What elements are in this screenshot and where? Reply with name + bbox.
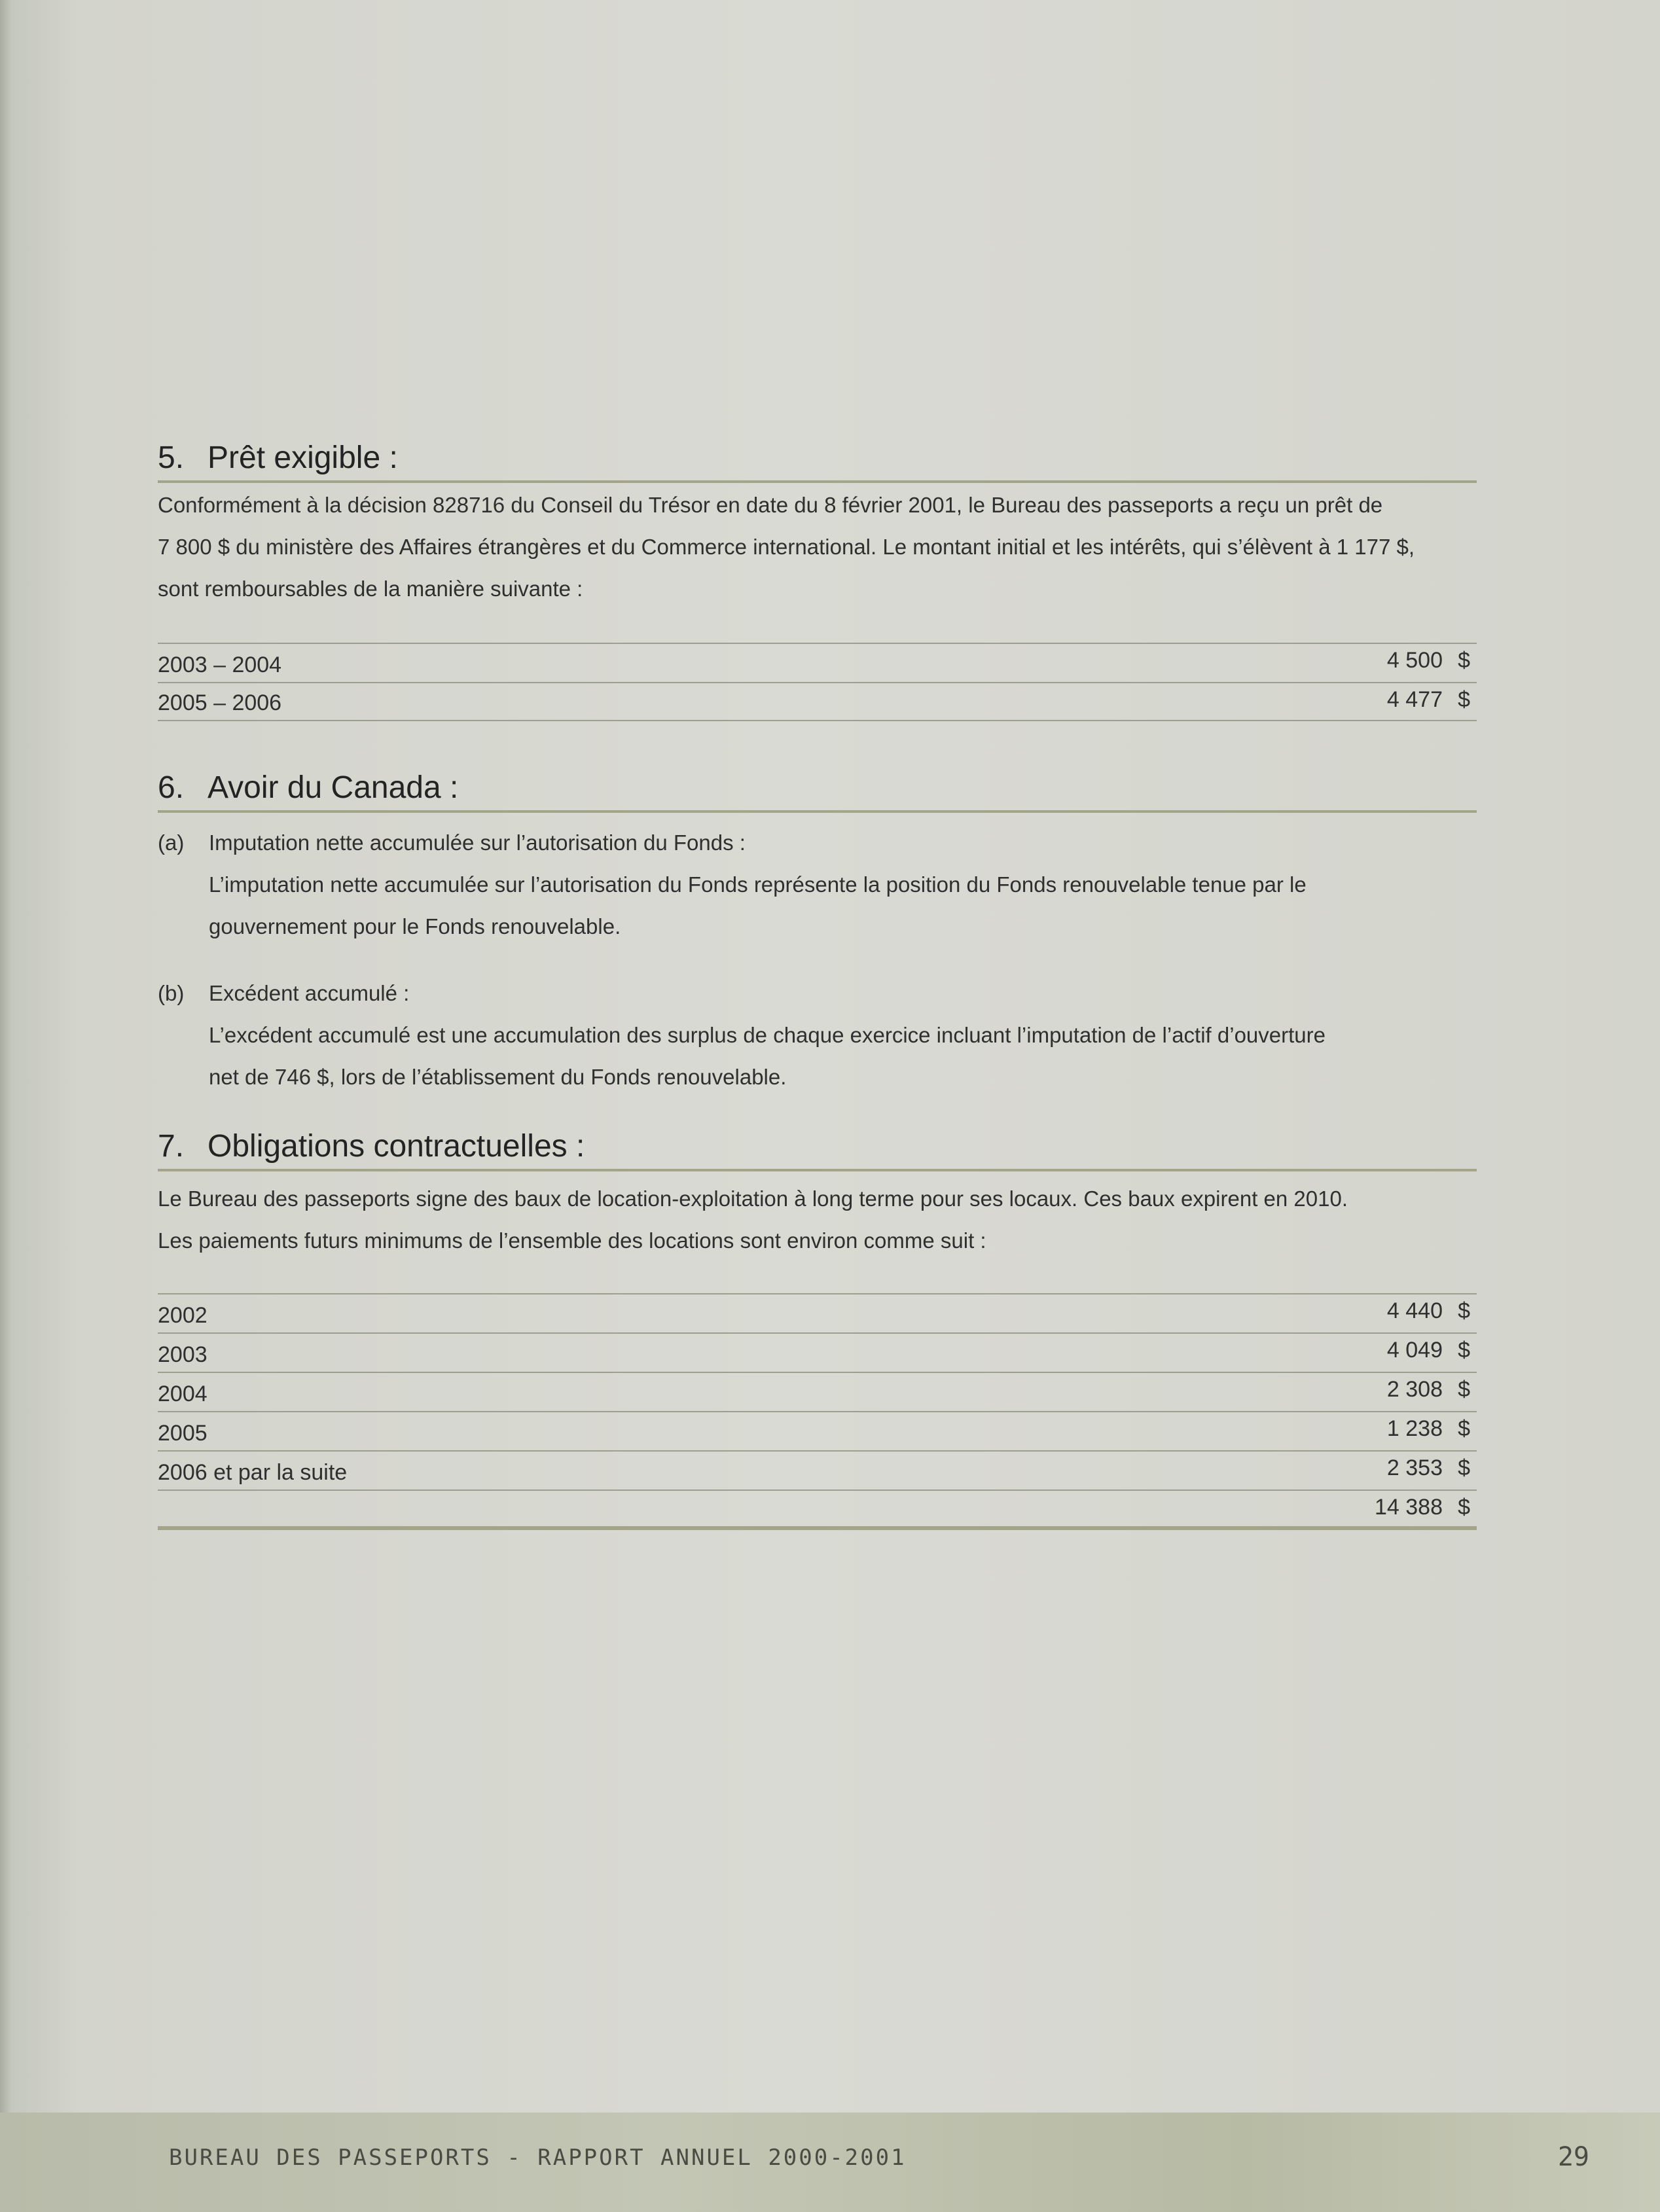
row-currency: $: [1458, 1338, 1470, 1363]
row-currency: $: [1458, 1298, 1470, 1323]
paragraph-line: Les paiements futurs minimums de l’ensemble des locations sont environ comme suit :: [158, 1228, 986, 1253]
page-footer: [0, 2113, 1660, 2212]
section-5-number: 5.: [158, 440, 185, 475]
row-value: 4 440: [1386, 1298, 1443, 1323]
row-value: 2 308: [1386, 1377, 1443, 1402]
table-total-row: [158, 1490, 1477, 1530]
row-value: 1 238: [1386, 1416, 1443, 1441]
item-line: L’imputation nette accumulée sur l’autorisation du Fonds représente la position du Fonds renouvelable tenue par le: [209, 872, 1307, 897]
lease-payments-table: [158, 1293, 1477, 1530]
section-6-item-a: [158, 822, 1467, 948]
section-6-item-b: [158, 972, 1467, 1098]
item-line: L’excédent accumulé est une accumulation des surplus de chaque exercice incluant l’imputation de l’actif d’ouverture: [209, 1023, 1326, 1047]
section-7-number: 7.: [158, 1129, 185, 1164]
row-label: 2004: [158, 1382, 208, 1406]
row-value: 4 500: [1386, 648, 1443, 673]
section-5-title: Prêt exigible :: [208, 440, 398, 475]
row-label: 2005 – 2006: [158, 690, 282, 715]
table-row: [158, 1332, 1477, 1372]
row-currency: $: [1458, 1455, 1470, 1480]
row-currency: $: [1458, 648, 1470, 673]
paragraph-line: Le Bureau des passeports signe des baux de location-exploitation à long terme pour ses locaux. Ces baux expirent en 2010.: [158, 1186, 1348, 1211]
table-row: [158, 682, 1477, 721]
section-7-title: Obligations contractuelles :: [208, 1129, 585, 1164]
row-label: 2006 et par la suite: [158, 1460, 348, 1485]
loan-repayment-table: [158, 643, 1477, 721]
total-currency: $: [1458, 1495, 1470, 1520]
row-currency: $: [1458, 1377, 1470, 1402]
table-row: [158, 1450, 1477, 1490]
section-5-paragraph: [158, 484, 1467, 610]
table-row: [158, 643, 1477, 682]
row-currency: $: [1458, 1416, 1470, 1441]
row-label: 2003: [158, 1342, 208, 1367]
row-label: 2003 – 2004: [158, 652, 282, 677]
section-6-number: 6.: [158, 770, 185, 805]
paragraph-line: sont remboursables de la manière suivante :: [158, 577, 583, 601]
row-value: 2 353: [1386, 1455, 1443, 1480]
section-7-heading: [158, 1128, 1477, 1171]
total-value: 14 388: [1375, 1495, 1443, 1520]
item-marker: (b): [158, 981, 185, 1005]
table-row: [158, 1293, 1477, 1332]
item-line: gouvernement pour le Fonds renouvelable.: [209, 914, 621, 938]
row-value: 4 477: [1386, 687, 1443, 712]
paragraph-line: 7 800 $ du ministère des Affaires étrangères et du Commerce international. Le montant initial et les intérêts, qui s’élèvent à 1 177 $,: [158, 535, 1415, 559]
footer-title: BUREAU DES PASSEPORTS - RAPPORT ANNUEL 2000-2001: [169, 2145, 907, 2171]
item-line: net de 746 $, lors de l’établissement du Fonds renouvelable.: [209, 1065, 787, 1089]
page-number: 29: [1557, 2142, 1589, 2172]
section-6-heading: [158, 770, 1477, 813]
row-currency: $: [1458, 687, 1470, 712]
item-heading: Imputation nette accumulée sur l’autorisation du Fonds :: [209, 830, 746, 855]
item-marker: (a): [158, 830, 185, 855]
row-label: 2002: [158, 1303, 208, 1328]
table-row: [158, 1411, 1477, 1450]
section-6-title: Avoir du Canada :: [208, 770, 459, 805]
row-label: 2005: [158, 1421, 208, 1446]
row-value: 4 049: [1386, 1338, 1443, 1363]
paragraph-line: Conformément à la décision 828716 du Conseil du Trésor en date du 8 février 2001, le Bureau des passeports a reçu un prêt de: [158, 493, 1383, 517]
section-7-paragraph: [158, 1178, 1467, 1262]
section-5-heading: [158, 440, 1477, 483]
table-row: [158, 1372, 1477, 1411]
item-heading: Excédent accumulé :: [209, 981, 410, 1005]
